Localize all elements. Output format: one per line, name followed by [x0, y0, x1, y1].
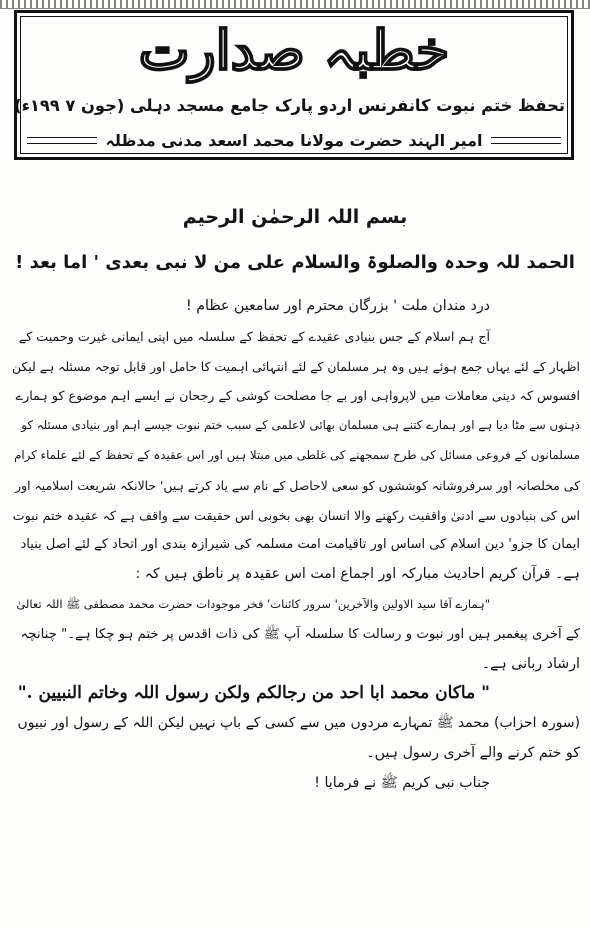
- speech-body: [10, 292, 580, 799]
- body-line: ہے۔ قرآن کریم احادیث مبارکہ اور اجماع امت اس عقیدہ پر ناطق ہیں کہ :: [135, 566, 580, 583]
- body-line: ارشاد ربانی ہے۔: [481, 655, 580, 672]
- body-line: افسوس کہ دینی معاملات میں لاپرواہی اور بے جا مصلحت کوشی کے رجحان نے ایسے اہم موضوع کو ہمارے: [15, 388, 580, 404]
- hamd-line: الحمد للہ وحدہ والصلوۃ والسلام علی من لا نبی بعدی ' اما بعد !: [15, 252, 575, 273]
- header-frame: [14, 10, 574, 160]
- body-line: ذہنوں سے مٹا دیا ہے اور ہمارے کتنے ہی مسلمان بھائی لاعلمی کے سبب ختم نبوت جیسے اہم اور بنیادی مسئلہ کو: [21, 418, 580, 433]
- divider-left: [27, 137, 97, 144]
- top-border-strip: [0, 0, 590, 9]
- speaker-name: امیر الہند حضرت مولانا محمد اسعد مدنی مدظلہ: [105, 130, 483, 150]
- divider-right: [491, 137, 561, 144]
- body-line: اظہار کے لئے یہاں جمع ہوئے ہیں وہ ہر مسلمان کے لئے انتہائی اہمیت کا حامل اور قابل توجہ مسئلہ ہے لیکن: [11, 358, 580, 374]
- body-line: جناب نبی کریم ﷺ نے فرمایا !: [314, 774, 490, 791]
- page-title: خطبہ صدارت: [138, 18, 450, 82]
- body-line: اس کی بنیادوں سے ادنیٰ واقفیت رکھنے والا انسان بھی بخوبی اس حقیقت سے واقف ہے کہ عقیدہ ختم نبوت: [12, 507, 580, 523]
- translation-line: (سورہ احزاب) محمد ﷺ تمہارے مردوں میں سے کسی کے باپ نہیں لیکن اللہ کے رسول اور نبیوں: [17, 715, 580, 732]
- conference-subtitle: تحفظ ختم نبوت کانفرنس اردو پارک جامع مسجد دہلی (جون ۷ ۱۹۹ء): [14, 96, 565, 115]
- bismillah: بسم اللہ الرحمٰن الرحیم: [182, 206, 408, 228]
- translation-line: کو ختم کرنے والے آخری رسول ہیں۔: [366, 744, 580, 761]
- quote-line: "ہمارے آقا سید الاولین والآخرین' سرور کائنات' فخر موجودات حضرت محمد مصطفی ﷺ اللہ تعالیٰ: [16, 596, 490, 611]
- body-line: ایمان کا جزو' دین اسلام کی اساس اور تاقیامت امت مسلمہ کی شیرازہ بندی اور اتحاد کے لئے اصل بنیاد: [20, 537, 580, 553]
- quran-verse: " ماکان محمد ابا احد من رجالکم ولکن رسول اللہ وخاتم النبیین .": [17, 683, 490, 704]
- quote-line: کے آخری پیغمبر ہیں اور نبوت و رسالت کا سلسلہ آپ ﷺ کی ذات اقدس پر ختم ہو چکا ہے۔" چنانچہ: [20, 626, 580, 642]
- body-line: آج ہم اسلام کے جس بنیادی عقیدے کے تحفظ کے سلسلہ میں اپنی ایمانی غیرت وحمیت کے: [18, 328, 490, 344]
- body-line: مسلمانوں کے فروعی مسائل کی طرح سمجھنے کی غلطی میں مبتلا ہیں اور اس عقیدہ کے تحفظ کے لئے علماء کرام: [14, 447, 580, 462]
- address-line: درد مندان ملت ' بزرگان محترم اور سامعین عظام !: [186, 298, 490, 314]
- speaker-row: [27, 128, 561, 152]
- body-line: کی مخلصانہ اور سرفروشانہ کوششوں کو سعی لاحاصل کے نام سے یاد کرتے ہیں' حالانکہ شریعت اسلامیہ اور: [15, 477, 580, 493]
